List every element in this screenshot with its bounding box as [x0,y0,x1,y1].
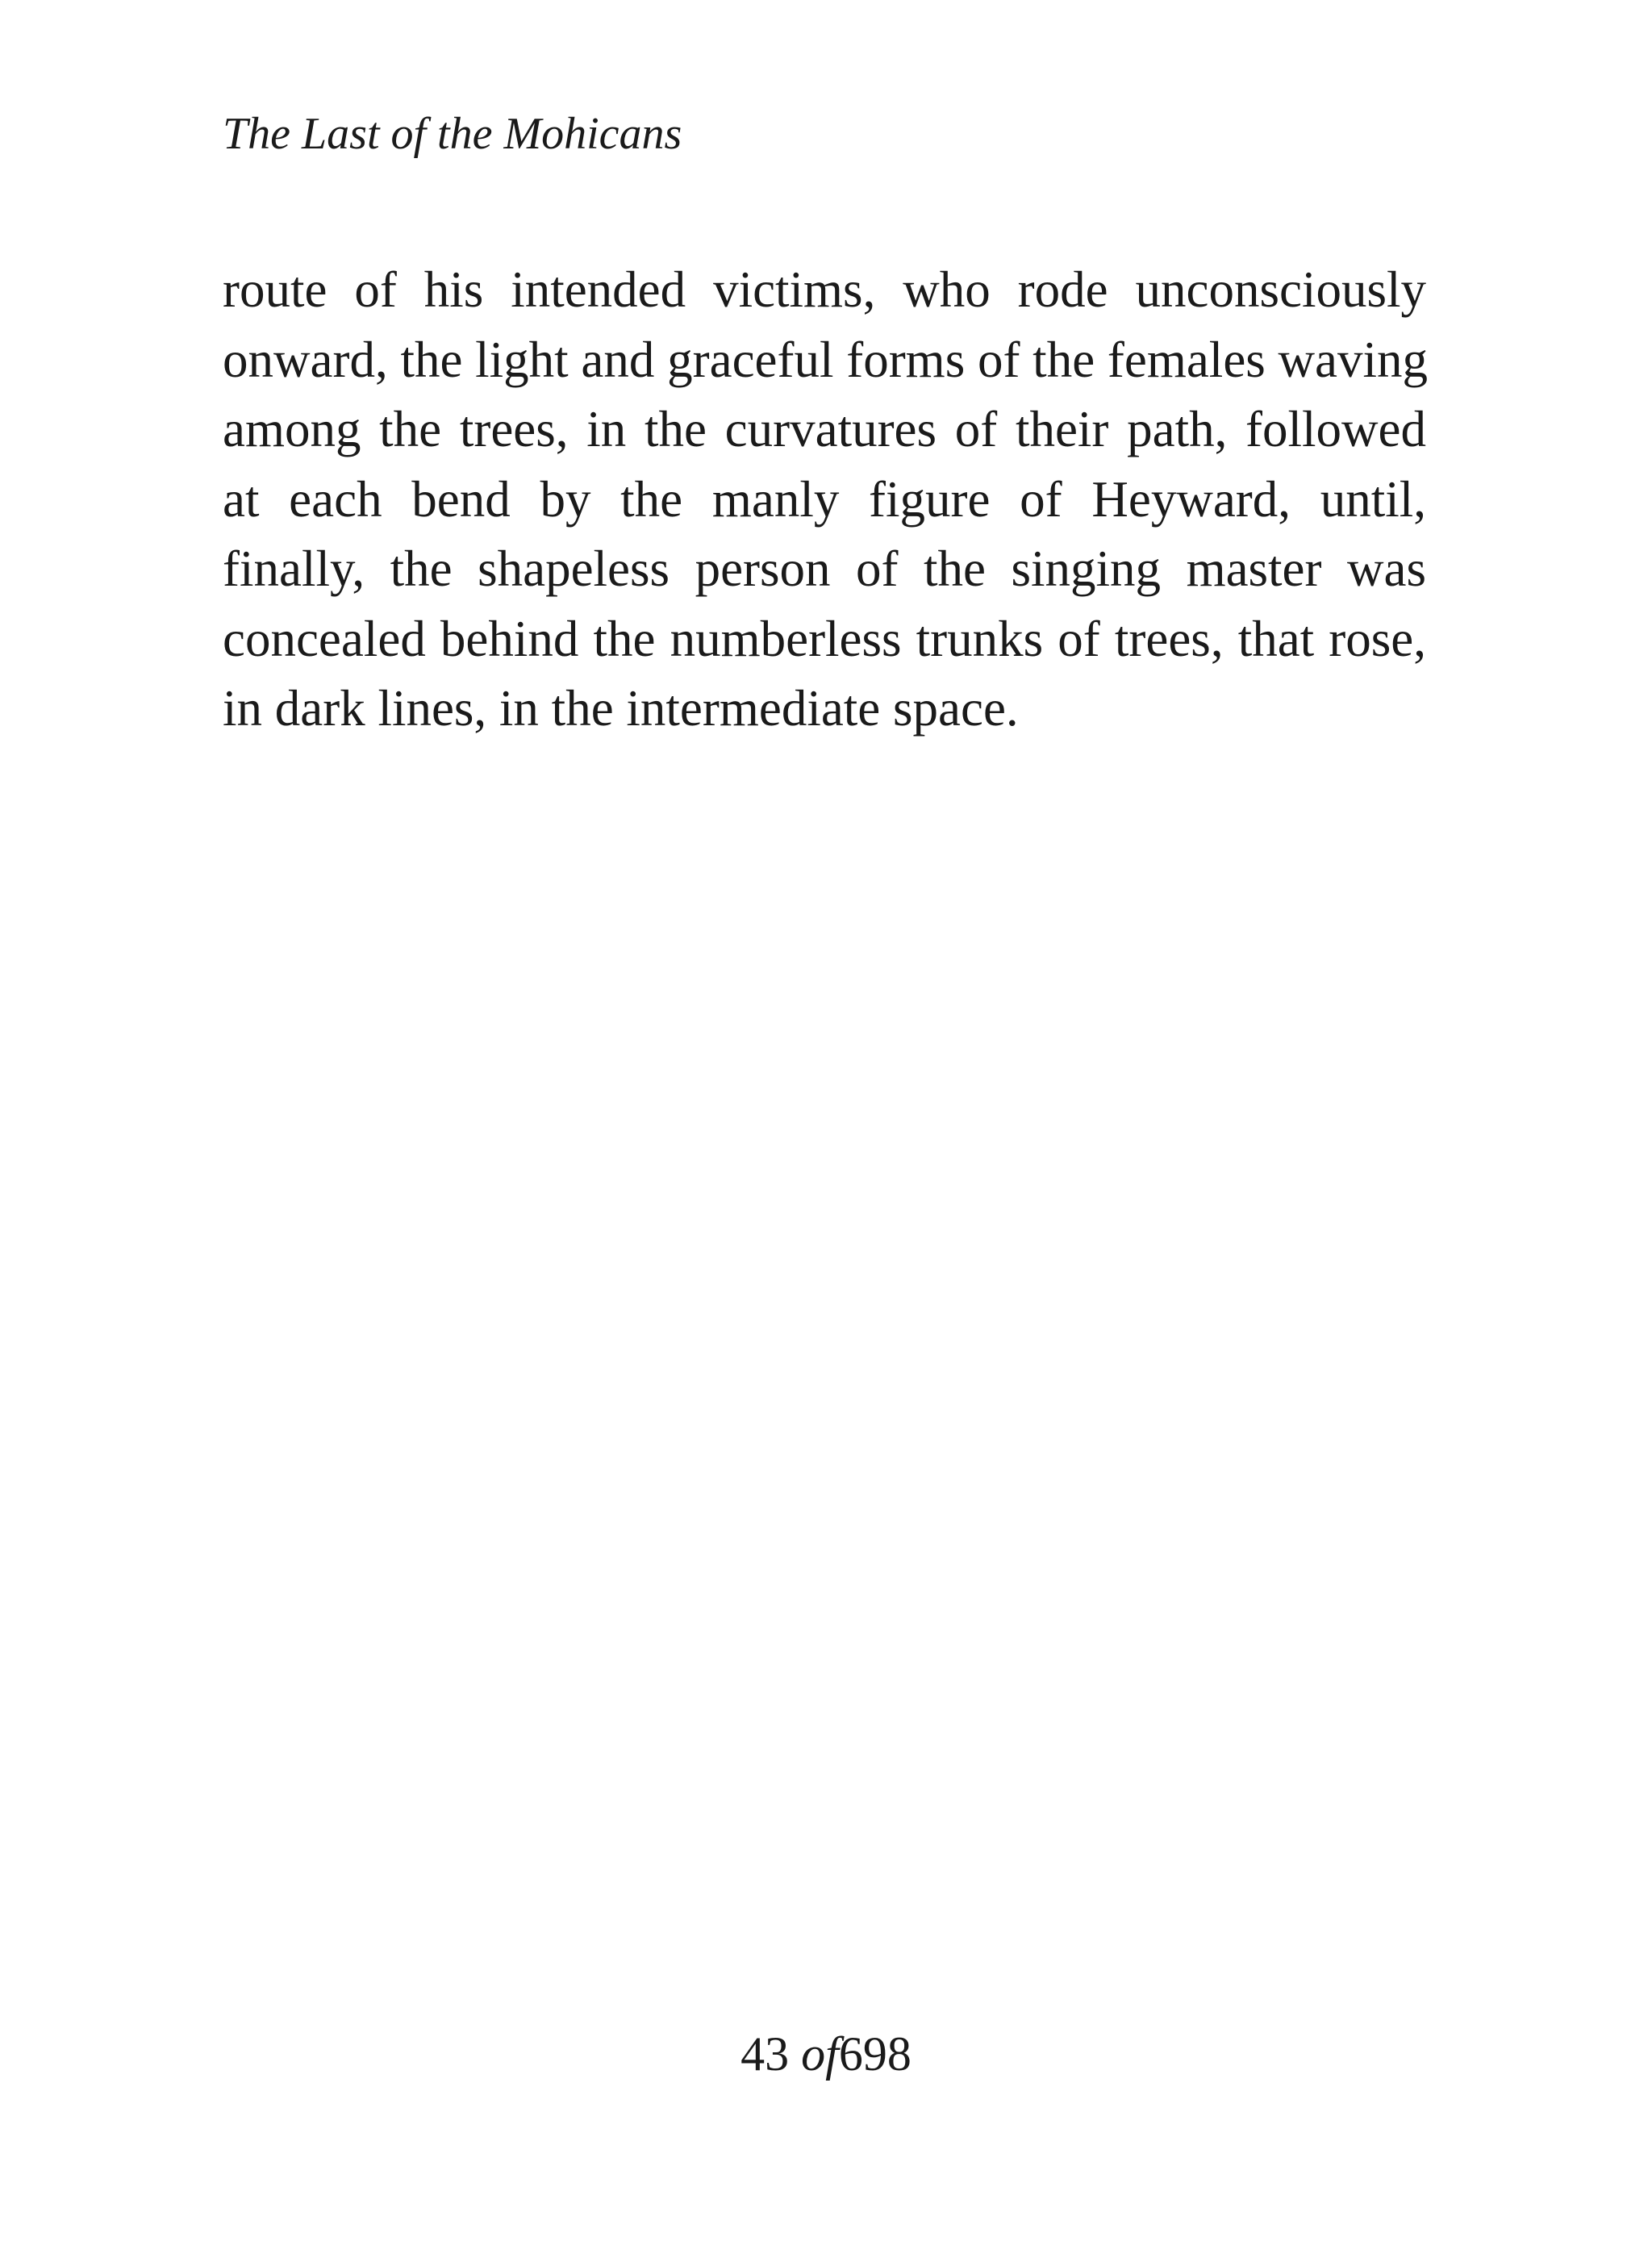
text-line: route of his intended victims, who rode unconsciously [223,261,1426,318]
text-line: among the trees, in the curvatures of their path, followed [223,401,1426,457]
text-line: in dark lines, in the intermediate space. [223,680,1019,737]
text-line: onward, the light and graceful forms of the females waving [223,331,1429,388]
total-pages-number: 698 [838,2027,912,2081]
text-line: concealed behind the numberless trunks of trees, that rose, [223,610,1426,667]
text-line: at each bend by the manly figure of Heyward, until, [223,470,1426,528]
text-line: finally, the shapeless person of the singing master was [223,541,1426,597]
running-head-title: The Last of the Mohicans [223,109,682,159]
body-paragraph [223,255,1429,744]
page-number [0,2022,1652,2086]
page-of-label: of [801,2027,839,2081]
current-page-number: 43 [740,2027,790,2081]
